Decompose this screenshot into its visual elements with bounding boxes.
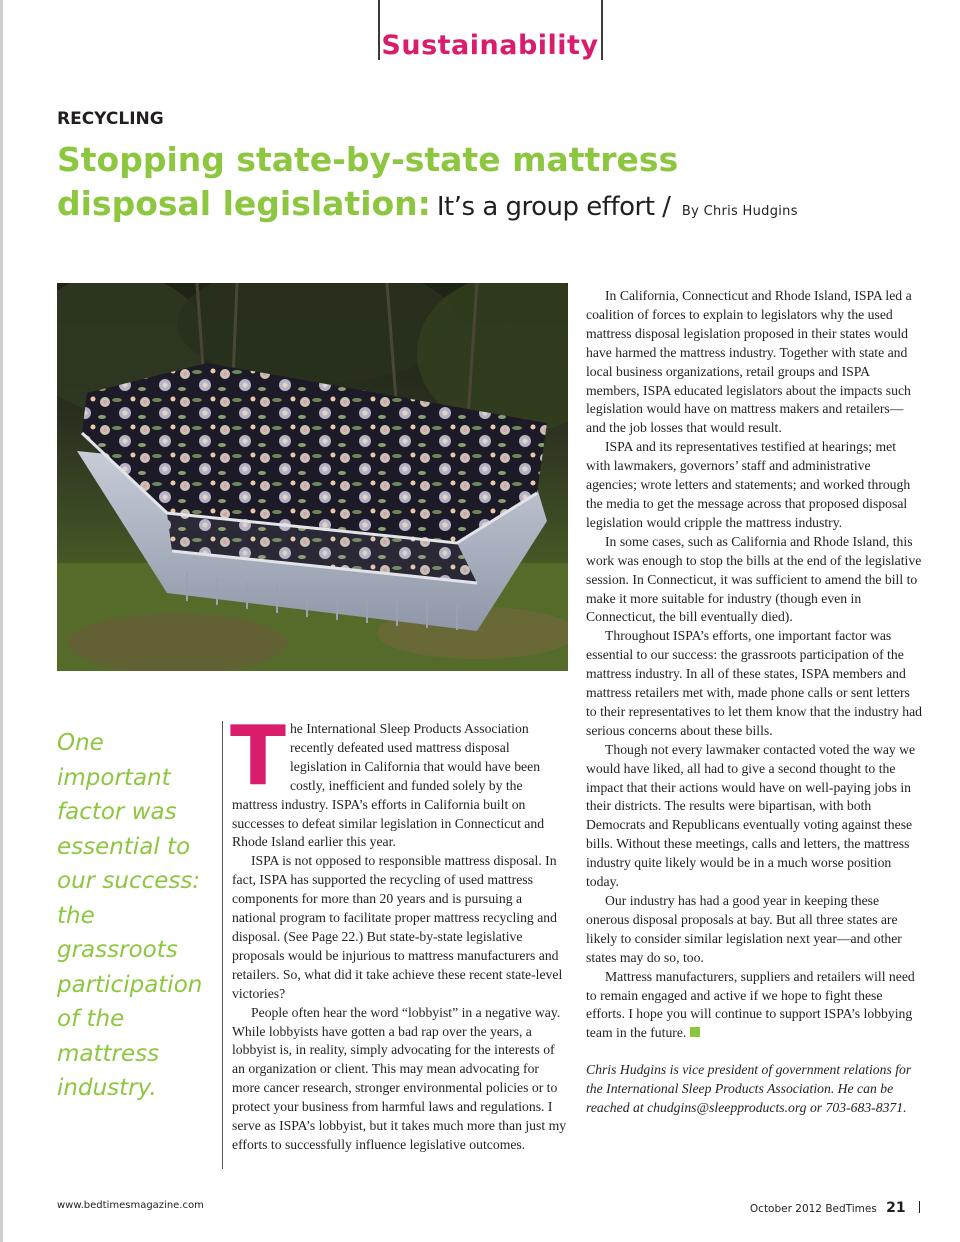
article-headline	[57, 138, 937, 234]
body-column-right	[586, 287, 923, 1118]
headline-line-2-wrap	[57, 182, 937, 234]
body-paragraph-2: ISPA is not opposed to responsible mattress disposal. In fact, ISPA has supported the recycling of used mattress components for more than 20 years and is pursuing a national program to facilitate proper mattress recycling and disposal. (See Page 22.) But state-by-state legislative proposals would be injurious to mattress manufacturers and retailers. So, what did it take achieve these recent state-level victories?	[232, 853, 563, 1001]
body-paragraph-7: Throughout ISPA’s efforts, one important factor was essential to our success: the grassroots participation of the mattress industry. In all of these states, ISPA members and mattress retailers met with, made phone calls or sent letters to their representatives to let them know that the industry had serious concerns about these bills.	[586, 628, 923, 738]
body-paragraph-4: In California, Connecticut and Rhode Island, ISPA led a coalition of forces to explain to legislators why the used mattress disposal legislation proposed in their states would have harmed the mattress industry. Together with state and local business organizations, retail groups and ISPA members, ISPA educated legislators about the impacts such legislation would have on mattress makers and retailers—and the job losses that would result.	[586, 288, 912, 436]
article-subhead: It’s a group effort /	[436, 192, 671, 222]
headline-line-2: disposal legislation:	[57, 184, 431, 223]
author-bio: Chris Hudgins is vice president of government relations for the International Sleep Products Association. He can be reached at chudgins@sleepproducts.org or 703-683-8371.	[586, 1062, 912, 1116]
drop-cap: T	[230, 709, 286, 804]
body-paragraph-5: ISPA and its representatives testified at hearings; met with lawmakers, governors’ staff and administrative agencies; wrote letters and statements; and worked through the media to get the message across that proposed disposal legislation would cripple the mattress industry.	[586, 439, 911, 530]
body-paragraph-10-text: Mattress manufacturers, suppliers and retailers will need to remain engaged and active if we hope to fight these efforts. I hope you will continue to support ISPA’s lobbying team in the future.	[586, 968, 915, 1041]
column-rule	[222, 721, 223, 1169]
mattress-photo	[57, 283, 568, 671]
body-paragraph-10	[586, 968, 923, 1044]
mattress-illustration	[57, 283, 568, 671]
body-paragraph-3: People often hear the word “lobbyist” in a negative way. While lobbyists have gotten a bad rap over the years, a lobbyist is, in reality, simply advocating for the interests of an organization or client. This may mean advocating for more cancer research, stronger environmental policies or to protect your business from harmful laws and regulations. I serve as ISPA’s lobbyist, but it takes much more than just my efforts to successfully influence legislative outcomes.	[232, 1004, 567, 1152]
body-paragraph-1	[230, 709, 567, 852]
footer-issue: October 2012 BedTimes	[749, 1203, 877, 1215]
article-kicker: RECYCLING	[57, 109, 164, 129]
body-paragraph-1-text: he International Sleep Products Association recently defeated used mattress disposal legislation in California that would have been costly, inefficient and funded solely by the mattress industry. ISPA’s efforts in California built on successes to defeat similar legislation in Connecticut and Rhode Island earlier this year.	[232, 721, 545, 850]
body-paragraph-6: In some cases, such as California and Rhode Island, this work was enough to stop the bills at the end of the legislative session. In Connecticut, it was sufficient to amend the bill to make it more suitable for industry (though even in Connecticut, the bill eventually died).	[586, 533, 922, 625]
footer-website: www.bedtimesmagazine.com	[57, 1200, 204, 1211]
headline-line-1: Stopping state-by-state mattress	[57, 140, 679, 179]
page-edge	[0, 0, 3, 1242]
end-mark-square	[690, 1027, 700, 1037]
body-paragraph-9: Our industry has had a good year in keeping these onerous disposal proposals at bay. But all three states are likely to consider similar legislation next year—and other states may do so, too.	[586, 893, 902, 965]
body-column-middle	[230, 709, 567, 1155]
body-paragraph-8: Though not every lawmaker contacted voted the way we would have liked, all had to give a second thought to the impact that their actions would have on well-paying jobs in their districts. The results were bipartisan, with both Democrats and Republicans eventually voting against these bills. Without these meetings, calls and letters, the mattress industry quite likely would be in a much worse position today.	[586, 741, 916, 890]
pull-quote: One important factor was essential to our success: the grassroots participation of the mattress industry.	[57, 730, 203, 1101]
page-number: 21	[886, 1200, 906, 1216]
section-title: Sustainability	[381, 30, 599, 61]
footer-folio	[750, 1200, 920, 1216]
folio-rule	[919, 1201, 920, 1213]
article-byline: By Chris Hudgins	[681, 204, 798, 219]
header-rule-right	[601, 0, 603, 60]
